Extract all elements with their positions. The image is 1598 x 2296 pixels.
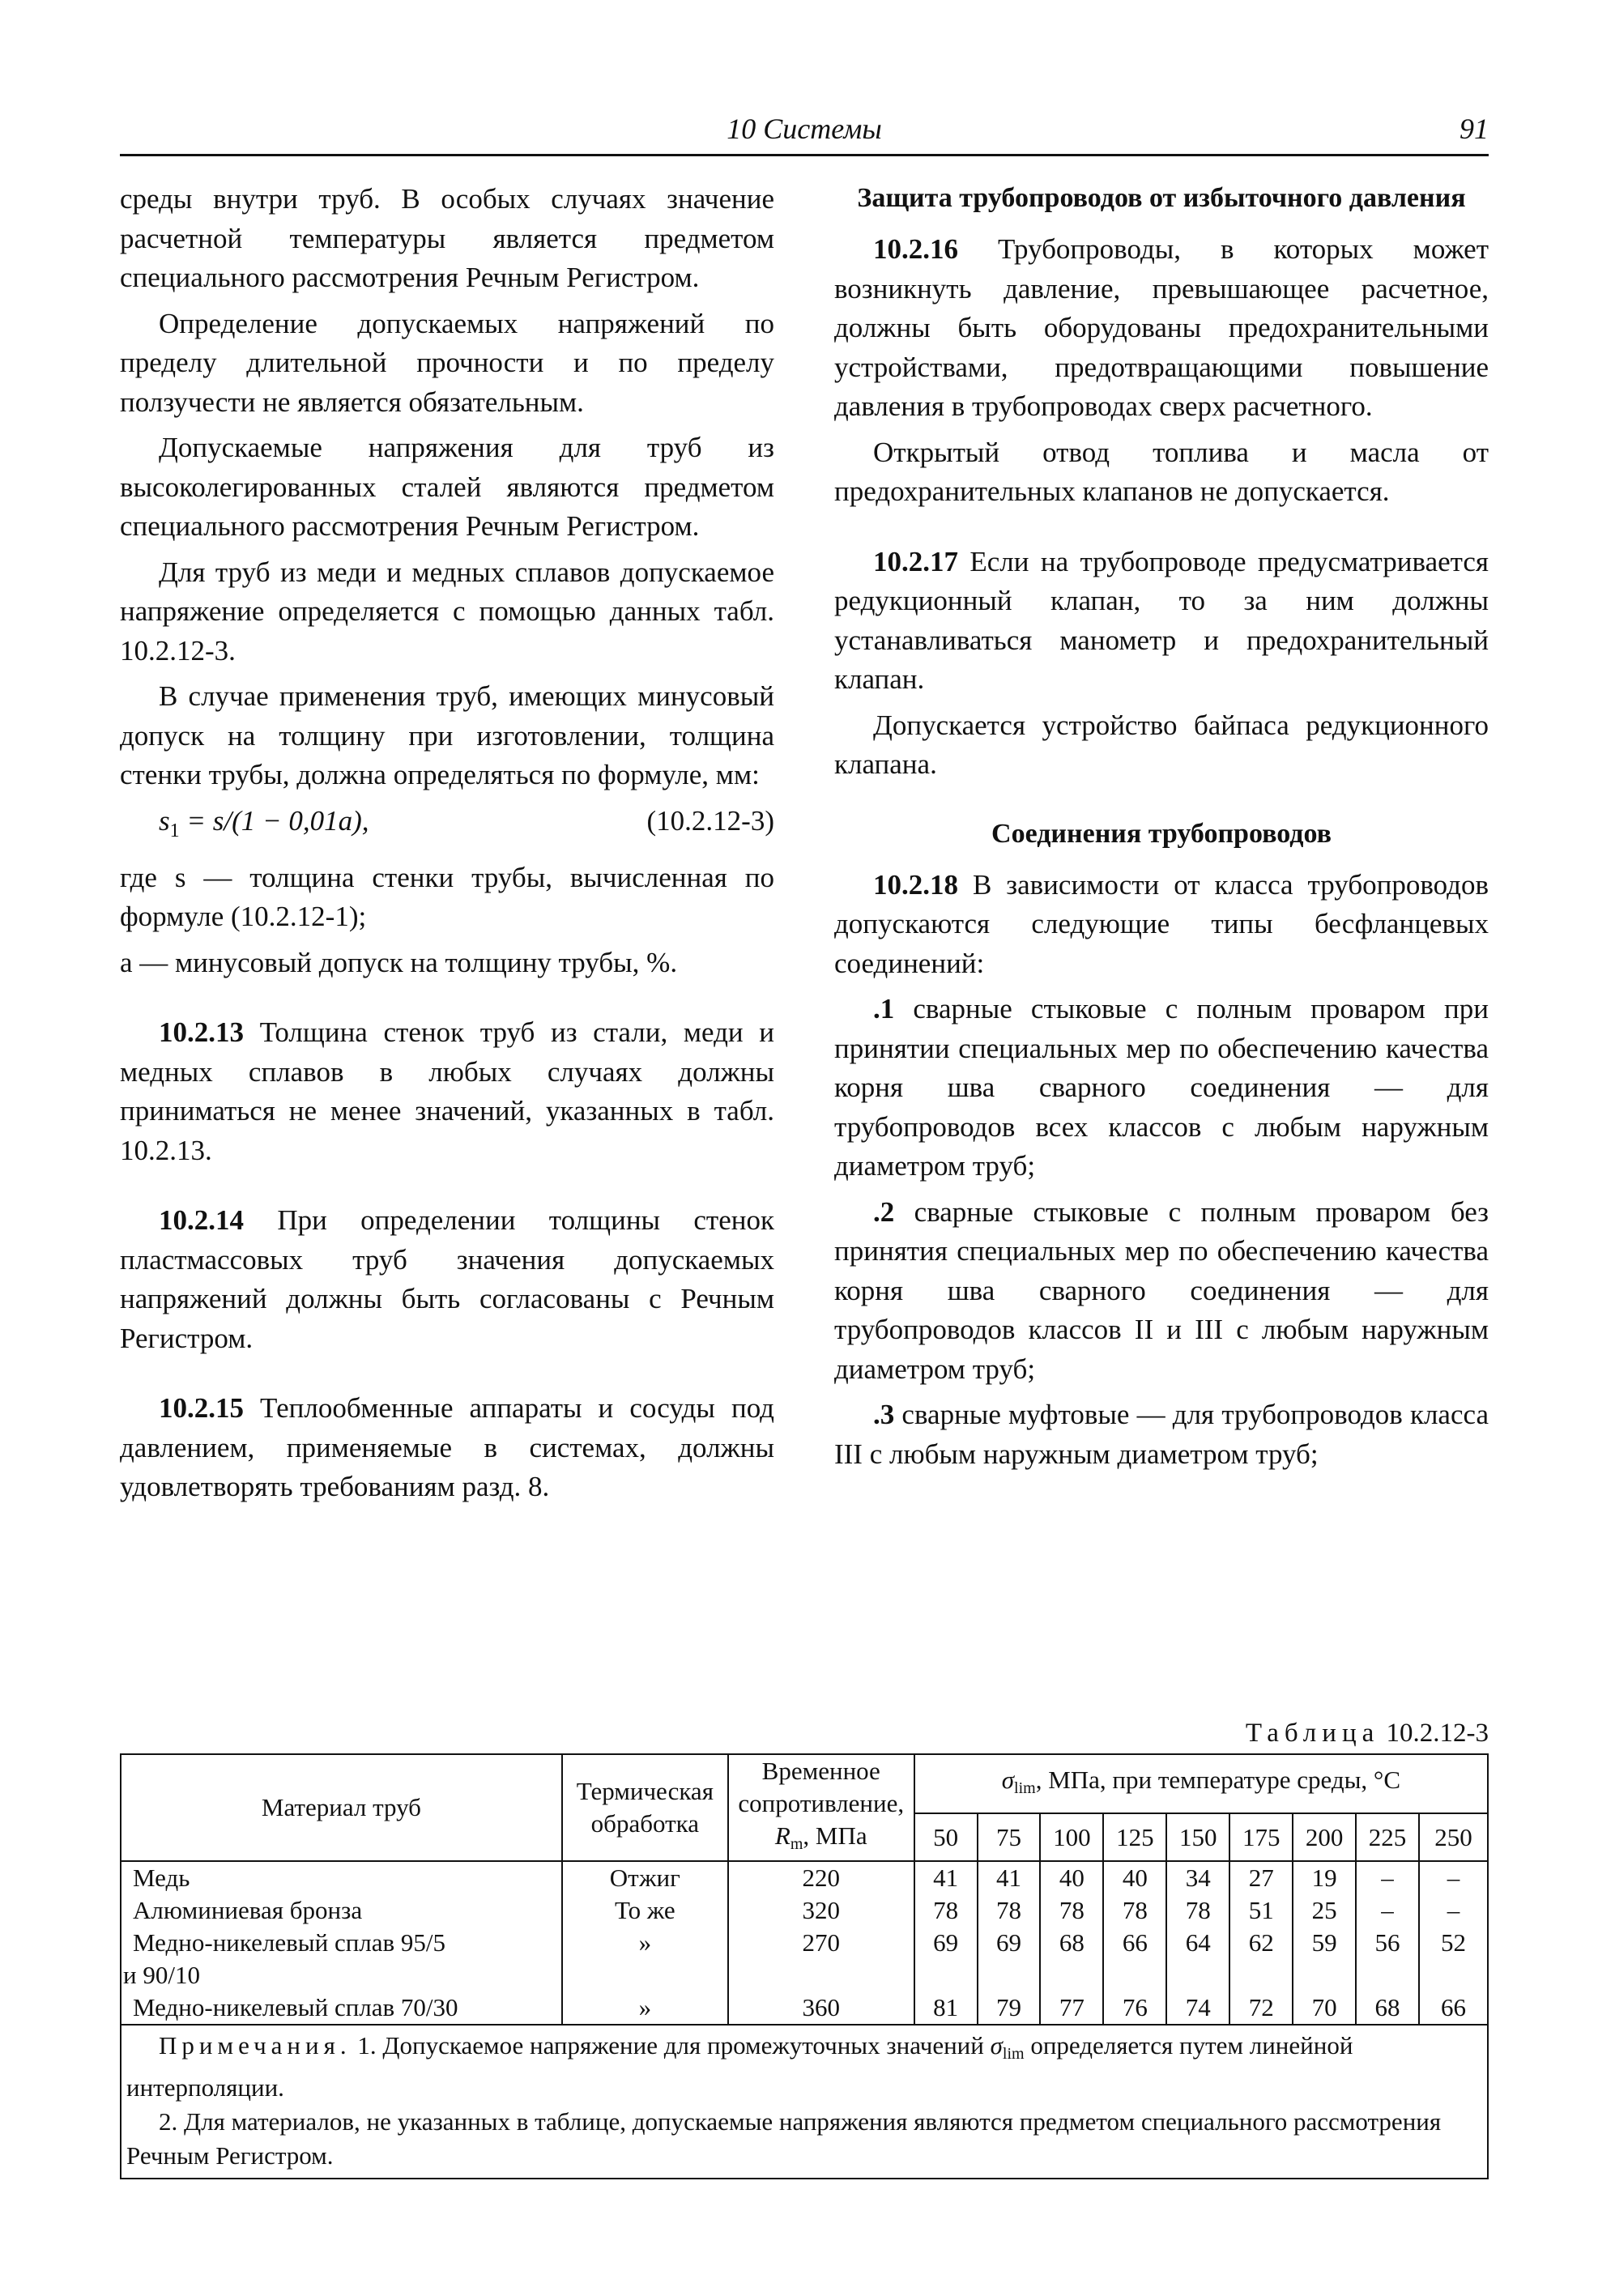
section-text: Толщина стенок труб из стали, меди и медных сплавов в любых случаях должны приниматься не менее значений, указанных в табл. 10.2.13.: [120, 1016, 774, 1166]
cell-value: 72: [1229, 1991, 1293, 2025]
sigma-letter: σ: [1001, 1765, 1015, 1794]
formula-number: (10.2.12-3): [646, 804, 774, 837]
rm-subscript: m: [790, 1835, 803, 1853]
cell-strength: 360: [728, 1991, 914, 2025]
note-2: 2. Для материалов, не указанных в таблице, допускаемые напряжения являются предметом специального рассмотрения Речным Регистром.: [126, 2107, 1442, 2170]
section-number: 10.2.16: [873, 233, 958, 265]
section-number: 10.2.18: [873, 868, 958, 901]
cell-value: 40: [1040, 1861, 1103, 1894]
cell-value: 77: [1040, 1991, 1103, 2025]
header-temp: 175: [1229, 1813, 1293, 1861]
header-strength-symbol: [774, 1821, 803, 1853]
header-temp: 75: [978, 1813, 1041, 1861]
cell-value: 19: [1293, 1861, 1356, 1894]
section-text: Теплообменные аппараты и сосуды под давлением, применяемые в системах, должны удовлетворять требованиям разд. 8.: [120, 1392, 774, 1502]
header-material: Материал труб: [121, 1754, 562, 1861]
section-10-2-17: [834, 543, 1489, 700]
cell-strength: 270: [728, 1927, 914, 1959]
section-number: 10.2.13: [159, 1016, 244, 1048]
cell-value: 41: [914, 1861, 978, 1894]
cell-value: 70: [1293, 1991, 1356, 2025]
section-text: Трубопроводы, в которых может возникнуть давление, превышающее расчетное, должны быть оборудованы предохранительными устройствами, предотвращающими повышение давления в трубопроводах сверх расчетного.: [834, 233, 1489, 422]
rm-symbol: R: [774, 1821, 790, 1850]
cell-value: 78: [1103, 1894, 1166, 1927]
list-item-number: .1: [873, 993, 895, 1024]
notes-label: Примечания.: [159, 2031, 352, 2060]
cell-treatment: »: [562, 1991, 728, 2025]
list-item: [834, 1395, 1489, 1474]
left-column: [120, 180, 774, 1514]
cell-value: 25: [1293, 1894, 1356, 1927]
section-heading: Защита трубопроводов от избыточного давления: [857, 183, 1466, 213]
paragraph: В случае применения труб, имеющих минусовый допуск на толщину при изготовлении, толщина стенки трубы, должна определяться по формуле, мм:: [120, 680, 774, 790]
cell-value: 66: [1103, 1927, 1166, 1959]
cell-strength: 320: [728, 1894, 914, 1927]
table-notes-row: [121, 2025, 1488, 2179]
section-10-2-14: [120, 1201, 774, 1358]
formula-lhs: s: [159, 804, 170, 837]
cell-value: 78: [978, 1894, 1041, 1927]
note-1-text-a: 1. Допускаемое напряжение для промежуточных значений: [351, 2031, 991, 2060]
cell-value: 34: [1166, 1861, 1229, 1894]
table-caption: [120, 1719, 1489, 1749]
cell-value: 51: [1229, 1894, 1293, 1927]
list-item: [834, 990, 1489, 1186]
header-tensile-strength: [728, 1754, 914, 1861]
section-10-2-13: [120, 1013, 774, 1170]
header-temp: 200: [1293, 1813, 1356, 1861]
cell-value: 68: [1356, 1991, 1419, 2025]
cell-value: 76: [1103, 1991, 1166, 2025]
sigma-subscript: lim: [1014, 1778, 1036, 1797]
table-row-continuation: [121, 1959, 1488, 1991]
where-clause: a — минусовый допуск на толщину трубы, %.: [120, 946, 678, 978]
header-strength-unit: , МПа: [803, 1821, 867, 1850]
cell-value: 78: [1166, 1894, 1229, 1927]
cell-value: 56: [1356, 1927, 1419, 1959]
section-heading: Соединения трубопроводов: [991, 818, 1332, 849]
cell-treatment: То же: [562, 1894, 728, 1927]
header-temp: 150: [1166, 1813, 1229, 1861]
cell-material: Алюминиевая бронза: [121, 1894, 562, 1927]
header-heat-treatment: Термическая обработка: [562, 1754, 728, 1861]
sigma-subscript: lim: [1002, 2045, 1025, 2063]
sigma-symbol: [1001, 1765, 1036, 1797]
header-temp: 225: [1356, 1813, 1419, 1861]
stress-table: [120, 1753, 1489, 2179]
cell-strength: 220: [728, 1861, 914, 1894]
header-stress-text: , МПа, при температуре среды, °С: [1035, 1765, 1400, 1794]
header-strength-label: Временное сопротивление,: [738, 1757, 905, 1817]
cell-material: Медно-никелевый сплав 70/30: [121, 1991, 562, 2025]
note-1-text-b: определяется путем линейной интерполяции.: [126, 2031, 1353, 2102]
header-temp: 50: [914, 1813, 978, 1861]
section-10-2-18: [834, 866, 1489, 984]
header-temp: 100: [1040, 1813, 1103, 1861]
paragraph-continuation: среды внутри труб. В особых случаях значение расчетной температуры является предметом специального рассмотрения Речным Регистром.: [120, 183, 774, 293]
table-row: [121, 1894, 1488, 1927]
list-item-text: сварные стыковые с полным проваром при принятии специальных мер по обеспечению качества корня шва сварного соединения — для трубопроводов всех классов с любым наружным диаметром труб;: [834, 993, 1489, 1182]
cell-treatment: »: [562, 1927, 728, 1959]
section-10-2-15: [120, 1389, 774, 1507]
cell-value: 78: [1040, 1894, 1103, 1927]
section-number: 10.2.15: [159, 1392, 244, 1424]
cell-value: 52: [1419, 1927, 1488, 1959]
table-caption-number: 10.2.12-3: [1386, 1719, 1489, 1748]
cell-value: –: [1419, 1861, 1488, 1894]
right-column: [834, 180, 1489, 1480]
cell-value: 74: [1166, 1991, 1229, 2025]
cell-value: 68: [1040, 1927, 1103, 1959]
formula-10-2-12-3: [120, 802, 774, 849]
cell-value: –: [1419, 1894, 1488, 1927]
section-text: При определении толщины стенок пластмассовых труб значения допускаемых напряжений должны быть согласованы с Речным Регистром.: [120, 1204, 774, 1354]
section-10-2-16: [834, 230, 1489, 427]
section-number: 10.2.17: [873, 545, 958, 577]
list-item-number: .2: [873, 1195, 895, 1228]
cell-value: 69: [914, 1927, 978, 1959]
cell-value: 27: [1229, 1861, 1293, 1894]
paragraph: Открытый отвод топлива и масла от предохранительных клапанов не допускается.: [834, 436, 1489, 507]
chapter-title: 10 Системы: [727, 113, 882, 145]
cell-value: 41: [978, 1861, 1041, 1894]
header-temp: 250: [1419, 1813, 1488, 1861]
cell-treatment: Отжиг: [562, 1861, 728, 1894]
paragraph: Определение допускаемых напряжений по пределу длительной прочности и по пределу ползучести не является обязательным.: [120, 307, 774, 418]
list-item-text: сварные стыковые с полным проваром без принятия специальных мер по обеспечению качества корня шва сварного соединения — для трубопроводов классов II и III с любым наружным диаметром труб;: [834, 1195, 1489, 1385]
section-text: В зависимости от класса трубопроводов допускаются следующие типы бесфланцевых соединений:: [834, 868, 1489, 979]
table-row: [121, 1861, 1488, 1894]
cell-material: Медь: [121, 1861, 562, 1894]
table-caption-word: Таблица: [1245, 1719, 1380, 1748]
paragraph: Для труб из меди и медных сплавов допускаемое напряжение определяется с помощью данных табл. 10.2.12-3.: [120, 556, 774, 667]
cell-material-continuation: и 90/10: [121, 1959, 562, 1991]
running-header: [120, 112, 1489, 156]
cell-value: 69: [978, 1927, 1041, 1959]
table-row: [121, 1991, 1488, 2025]
table-notes: [121, 2025, 1488, 2179]
cell-value: 81: [914, 1991, 978, 2025]
formula-rhs: = s/(1 − 0,01a),: [179, 804, 369, 837]
cell-value: 79: [978, 1991, 1041, 2025]
formula-expression: [159, 802, 369, 851]
list-item: [834, 1193, 1489, 1390]
section-number: 10.2.14: [159, 1204, 244, 1236]
page-number: 91: [1460, 113, 1489, 145]
cell-value: 59: [1293, 1927, 1356, 1959]
table-row: [121, 1927, 1488, 1959]
cell-material: Медно-никелевый сплав 95/5: [121, 1927, 562, 1959]
cell-value: 64: [1166, 1927, 1229, 1959]
sigma-letter: σ: [990, 2031, 1003, 2060]
header-temp: 125: [1103, 1813, 1166, 1861]
section-text: Если на трубопроводе предусматривается редукционный клапан, то за ним должны устанавливаться манометр и предохранительный клапан.: [834, 545, 1489, 695]
cell-value: –: [1356, 1861, 1419, 1894]
header-allowable-stress: [914, 1754, 1488, 1813]
cell-value: –: [1356, 1894, 1419, 1927]
list-item-number: .3: [873, 1399, 895, 1430]
sigma-symbol-note: [990, 2031, 1025, 2063]
cell-value: 66: [1419, 1991, 1488, 2025]
cell-value: 78: [914, 1894, 978, 1927]
note-1: [126, 2029, 1482, 2105]
list-item-text: сварные муфтовые — для трубопроводов класса III с любым наружным диаметром труб;: [834, 1399, 1489, 1470]
paragraph: Допускается устройство байпаса редукционного клапана.: [834, 709, 1489, 780]
cell-value: 62: [1229, 1927, 1293, 1959]
paragraph: Допускаемые напряжения для труб из высоколегированных сталей являются предметом специального рассмотрения Речным Регистром.: [120, 432, 774, 542]
cell-value: 40: [1103, 1861, 1166, 1894]
formula-lhs-subscript: 1: [169, 820, 180, 841]
where-clause: где s — толщина стенки трубы, вычисленная по формуле (10.2.12-1);: [120, 861, 774, 932]
